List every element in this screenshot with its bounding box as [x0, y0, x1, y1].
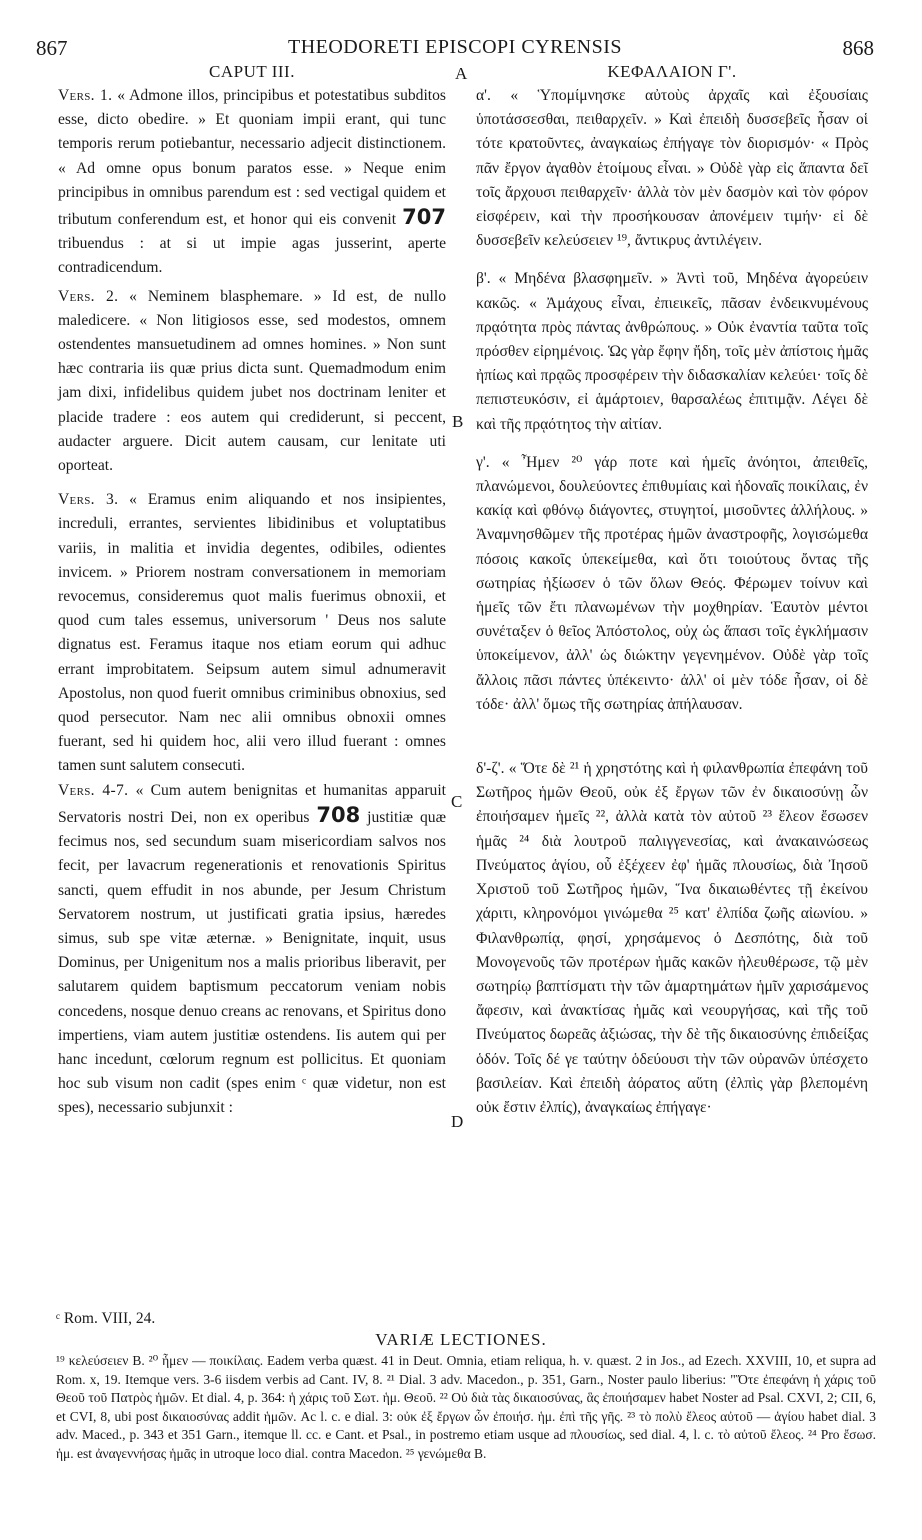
verse-label: Vers. 1.: [58, 87, 113, 104]
greek-verse-2: [476, 267, 868, 436]
page-number-right: 868: [842, 36, 874, 60]
page-number-left: 867: [36, 36, 68, 60]
verse-text: tribuendus : at si ut impie agas jusserint, aperte contradicendum.: [58, 235, 446, 277]
verse-label: α'.: [476, 87, 491, 104]
verse-text: « Admone illos, principibus et potestatibus subditos esse, dicto obedire. » Et quoniam impii erant, qui tunc temporis rerum potiebantur, necessario adjecit distinctionem. « Ad omne opus bonum paratos esse. » Neque enim principibus in omnibus parendum est : sed vectigal quidem et tributum conferendum est, et honor qui eis convenit: [58, 87, 446, 229]
variae-lectiones-text: ¹⁹ κελεύσειεν B. ²⁰ ἦμεν — ποικίλαις. Eadem verba quæst. 41 in Deut. Omnia, etiam reliqua, h. v. quæst. 2 in Jos., ad Ezech. XXVIII, 10, et supra ad Rom. x, 19. Itemque vers. 3-6 iisdem verbis ad Cant. IV, 8. ²¹ Dial. 3 adv. Macedon., p. 351, Garn., Noster paulo liberius: "Ὅτε ἐπεφάνη ἡ χάρις τοῦ Θεοῦ τοῦ Πατρὸς ἡμῶν. Et dial. 4, p. 364: ἡ χάρις τοῦ Σωτ. ἡμ. Θεοῦ. ²² Οὐ διὰ τὰς δικαιοσύνας, ἃς ἐποιήσαμεν habet Noster ad Psal. CXVI, 2; CII, 6, et CVI, 8, ubi post δικαιοσύνας addit ἡμῶν. Ac l. c. e dial. 3: οὐκ ἐξ ἔργων ὧν ἐποιήσ. ἡμ. ἐπὶ τῆς γῆς. ²³ τὸ πολὺ ἔλεος αὐτοῦ — ἁγίου habet dial. 3 adv. Maced., p. 343 et 351 Garn., itemque ll. cc. e Cant. et Psal., in postremo etiam usque ad πλουσίως, sed dial. 4, l. c. τὸ αὐτοῦ ἔλεος. ²⁴ Pro ἔσωσ. ἡμ. est ἀναγεννήσας ἡμᾶς in utroque loco dial. contra Macedon. ²⁵ γενώμεθα B.: [56, 1353, 876, 1461]
verse-label: γ'.: [476, 453, 490, 471]
verse-text: « Ὅτε δὲ ²¹ ἡ χρηστότης καὶ ἡ φιλανθρωπία ἐπεφάνη τοῦ Σωτῆρος ἡμῶν Θεοῦ, οὐκ ἐξ ἔργων τῶν ἐν δικαιοσύνῃ ὧν ἐποιήσαμεν ἡμεῖς ²², ἀλλὰ κατὰ τὸν αὐτοῦ ²³ ἔλεον ἔσωσεν ἡμᾶς ²⁴ διὰ λουτροῦ παλιγγενεσίας, καὶ ἀνακαινώσεως Πνεύματος ἁγίου, οὗ ἐξέχεεν ἐφ' ἡμᾶς πλουσίως, διὰ Ἰησοῦ Χριστοῦ τοῦ Σωτῆρος ἡμῶν, Ἵνα δικαιωθέντες τῇ ἐκείνου χάριτι, κληρονόμοι γινώμεθα ²⁵ κατ' ἐλπίδα ζωῆς αἰωνίου. » Φιλανθρωπίᾳ, φησί, χρησάμενος ὁ Δεσπότης, διὰ τοῦ Μονογενοῦς τῶν προτέρων ἡμᾶς κακῶν ἠλευθέρωσε, τῷ μὲν σωτηρίῳ βαπτίσματι τὴν τῶν ἁμαρτημάτων ἡμῖν χαρισάμενος ἄφεσιν, καὶ ἀνακτίσας ἡμᾶς καὶ νεουργήσας, καὶ τῆς τοῦ Πνεύματος δωρεᾶς ἀξιώσας, τὴν δὲ τῆς δικαιοσύνης ἐπιδείξας ὁδόν. Τοῖς δέ γε ταύτην ὁδεύουσι τὴν τῶν οὐρανῶν ὑπέσχετο βασιλείαν. Καὶ ἐπειδὴ ἀόρατος αὕτη (ἐλπὶς γὰρ βλεπομένη οὐκ ἔστιν ἐλπίς), ἀναγκαίως ἐπήγαγε·: [476, 760, 869, 1116]
verse-text: « Cum autem benignitas et humanitas apparuit Servatoris nostri Dei, non ex operibus: [58, 781, 446, 826]
greek-verse-3: [476, 451, 868, 717]
variae-lectiones-heading: VARIÆ LECTIONES.: [375, 1330, 547, 1349]
latin-verse-4: [58, 779, 446, 1121]
verse-text: « Ἦμεν ²⁰ γάρ ποτε καὶ ἡμεῖς ἀνόητοι, ἀπειθεῖς, πλανώμενοι, δουλεύοντες ἐπιθυμίαις καὶ ἡδοναῖς ποικίλαις, ἐν κακίᾳ καὶ φθόνῳ διάγοντες, στυγητοί, μισοῦντες ἀλλήλους. » Ἀναμνησθῶμεν τῆς προτέρας ἡμῶν ἀναστροφῆς, λογισώμεθα πόσοις κακοῖς ὑπεκείμεθα, καὶ ὅτι τοιούτους ὄντας τῆς σωτηρίας ἠξίωσεν ὁ τῶν ὅλων Θεός. Φέρωμεν τοίνυν καὶ ἡμεῖς τῶν ἔτι πλανωμένων τὴν μοχθηρίαν. Ἑαυτὸν μέντοι συνέταξεν ὁ θεῖος Ἀπόστολος, οὐχ ὡς ἅπασι τοῖς ἐγκλήμασιν ὑποκείμενον, ἀλλ' ὡς διώκτην γεγενημένον. Οὐδὲ γὰρ τοῖς ἄλλοις πᾶσι πάντες ὑπέκειντο· ἀλλ' οἱ μὲν τόδε ἦσαν, οἱ δὲ τόδε· ἀλλ' ὅμως τῆς σωτηρίας ἀπήλαυσαν.: [476, 453, 868, 713]
verse-label: δ'-ζ'.: [476, 760, 505, 778]
page-header: [36, 36, 874, 60]
latin-caption: CAPUT III.: [209, 62, 295, 81]
verse-text: « Neminem blasphemare. » Id est, de nullo maledicere. « Non litigiosos esse, sed modestos, omnem ostendentes mansuetudinem ad omnes homines. » Non sunt hæc contraria iis quæ prius dicta sunt. Quemadmodum enim jam dixi, infidelibus quidem jubet nos doctrinam leniter et placide tradere : eos autem qui crediderunt, si peccent, audacter arguere. Dicit autem causam, cur lenitate uti oporteat.: [58, 287, 446, 475]
verse-text: « Μηδένα βλασφημεῖν. » Ἀντὶ τοῦ, Μηδένα ἀγορεύειν κακῶς. « Ἀμάχους εἶναι, ἐπιεικεῖς, πᾶσαν ἐνδεικνυμένους πρᾳότητα πρὸς πάντας ἀνθρώπους. » Οὐκ ἐναντία ταῦτα τοῖς πρόσθεν εἰρημένοις. Ὡς γὰρ ἔφην ἤδη, τοῖς μὲν ἀπίστοις ἡμᾶς ἠπίως καὶ πρᾳῶς προσφέρειν τὴν διδασκαλίαν κελεύει· τοῖς δὲ πεπιστευκόσιν, εἰ ἁμάρτοιεν, θαρσαλέως ἐπιτιμᾷν. Λέγει δὲ καὶ τῆς πρᾳότητος τὴν αἰτίαν.: [476, 270, 869, 433]
latin-column: [58, 60, 446, 1121]
margin-letter-b: B: [452, 412, 464, 431]
verse-text: « Eramus enim aliquando et nos insipientes, increduli, errantes, servientes libidinibus et voluptatibus variis, in malitia et invidia degentes, odibiles, odientes invicem. » Priorem nostram conversationem in memoriam revocemus, consideremus quot malis fuerimus obnoxii, et quod cum tales essemus, universorum ' Deus nos salute dignatus est. Feramus itaque nos etiam eorum qui adhuc errant improbitatem. Seipsum autem simul adnumeravit Apostolus, non quod fuerit omnibus criminibus obnoxius, sed quod persecutor. Nam nec alii omnibus obnoxii omnes fuerant, sed hi quidem hoc, alii vero illud fuerant : omnes tamen sunt salutem consecuti.: [58, 491, 446, 775]
verse-label: Vers. 3.: [58, 491, 119, 509]
margin-letter-c: C: [451, 792, 463, 811]
footnote: ᶜ Rom. VIII, 24.: [56, 1310, 156, 1327]
margin-letter-a: A: [455, 64, 468, 83]
greek-column: [476, 60, 868, 1120]
latin-verse-3: [58, 488, 446, 778]
column-marker-708: 708: [316, 802, 361, 827]
latin-verse-1: [58, 84, 446, 281]
verse-label: β'.: [476, 270, 491, 288]
running-title: THEODORETI EPISCOPI CYRENSIS: [287, 36, 623, 58]
verse-text: justitiæ quæ fecimus nos, sed secundum suam misericordiam salvos nos fecit, per lavacrum regenerationis et renovationis Spiritus sancti, quem effudit in nos abunde, per Jesum Christum Servatorem nostrum, ut justificati gratia ipsius, hæredes simus, sub spe vitæ æternæ. » Benignitate, inquit, usus Dominus, per Unigenitum nos a malis prioribus liberavit, per salutarem quidem baptismum peccatorum veniam nobis concedens, nosque denuo creans ac renovans, et Spiritus dono impertiens, viam autem justitiæ ostendens. Iis autem qui per hanc incedunt, cœlorum regnum est pollicitus. Et quoniam hoc sub visum non cadit (spes enim ᶜ quæ videtur, non est spes), necessario subjunxit :: [58, 808, 446, 1117]
greek-verse-1: [476, 84, 868, 253]
verse-text: « Ὑπομίμνησκε αὐτοὺς ἀρχαῖς καὶ ἐξουσίαις ὑποτάσσεσθαι, πειθαρχεῖν. » Καὶ ἐπειδὴ δυσσεβεῖς ἦσαν οἱ τότε κρατοῦντες, ἀναγκαίως ἐπήγαγε τὸν διορισμόν· « Πρὸς πᾶν ἔργον ἀγαθὸν ἑτοίμους εἶναι. » Οὐδὲ γὰρ εἰς ἅπαντα δεῖ τοῖς ἄρχουσι πειθαρχεῖν· ἀλλὰ τὸν μὲν δασμὸν καὶ τὸν φόρον εἰσφέρειν, καὶ τὴν προσήκουσαν ἀπονέμειν τιμήν· εἰ δὲ δυσσεβεῖν κελεύσειεν ¹⁹, ἄντικρυς ἀντιλέγειν.: [476, 87, 868, 250]
verse-label: Vers. 2.: [58, 287, 119, 305]
latin-verse-2: [58, 285, 446, 479]
column-marker-707: 707: [402, 205, 446, 230]
margin-letter-d: D: [451, 1112, 464, 1131]
greek-caption: ΚΕΦΑΛΑΙΟΝ Γ'.: [607, 62, 737, 81]
greek-verse-4: [476, 757, 868, 1120]
verse-label: Vers. 4-7.: [58, 781, 129, 799]
